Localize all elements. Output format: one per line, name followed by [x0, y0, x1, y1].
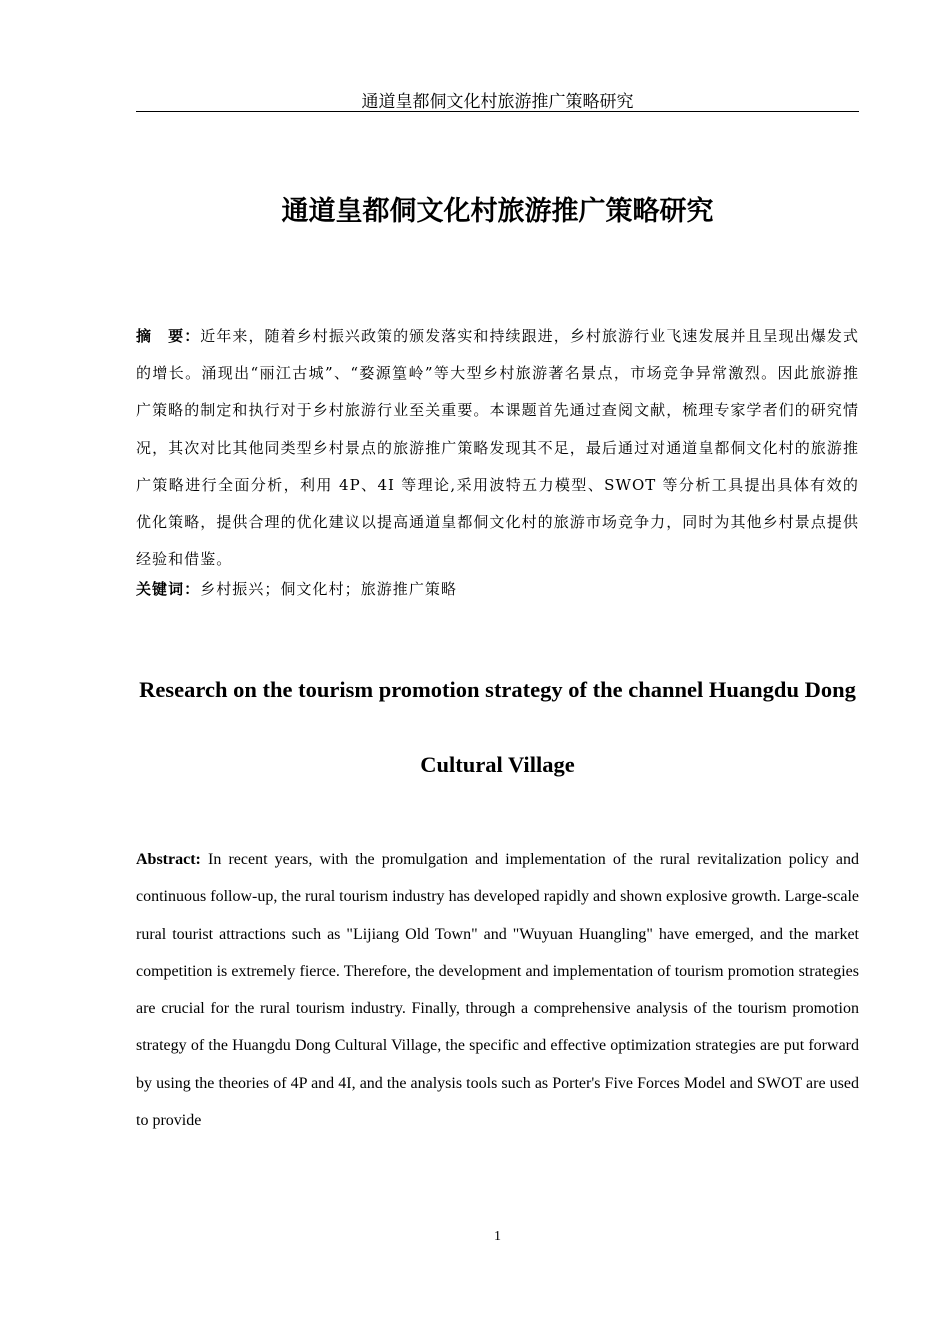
english-title: Research on the tourism promotion strategy of the channel Huangdu Dong Cultural Village [139, 677, 856, 777]
chinese-abstract [136, 318, 859, 578]
page-number: 1 [494, 1229, 501, 1244]
chinese-keywords-text: 乡村振兴；侗文化村；旅游推广策略 [200, 580, 458, 598]
chinese-title: 通道皇都侗文化村旅游推广策略研究 [281, 196, 714, 227]
header-rule [136, 111, 859, 112]
english-abstract [136, 841, 859, 1139]
chinese-abstract-text: 近年来，随着乡村振兴政策的颁发落实和持续跟进，乡村旅游行业飞速发展并且呈现出爆发式的增长。涌现出“丽江古城”、“婺源篁岭”等大型乡村旅游著名景点，市场竞争异常激烈。因此旅游推广策略的制定和执行对于乡村旅游行业至关重要。本课题首先通过查阅文献，梳理专家学者们的研究情况，其次对比其他同类型乡村景点的旅游推广策略发现其不足，最后通过对通道皇都侗文化村的旅游推广策略进行全面分析，利用 4P、4I 等理论,采用波特五力模型、SWOT 等分析工具提出具体有效的优化策略，提供合理的优化建议以提高通道皇都侗文化村的旅游市场竞争力，同时为其他乡村景点提供经验和借鉴。 [136, 327, 860, 569]
english-abstract-text: In recent years, with the promulgation and implementation of the rural revitalization policy and continuous follow-up, the rural tourism industry has developed rapidly and shown explosive growth. Large-scale rural tourist attractions such as "Lijiang Old Town" and "Wuyuan Huangling" have emerged, and the market competition is extremely fierce. Therefore, the development and implementation of tourism promotion strategies are crucial for the rural tourism industry. Finally, through a comprehensive analysis of the tourism promotion strategy of the Huangdu Dong Cultural Village, the specific and effective optimization strategies are put forward by using the theories of 4P and 4I, and the analysis tools such as Porter's Five Forces Model and SWOT are used to provide [136, 851, 859, 1130]
chinese-keywords-label: 关键词： [136, 580, 201, 598]
chinese-keywords [136, 575, 859, 603]
english-abstract-label: Abstract: [136, 851, 201, 868]
chinese-abstract-label: 摘 要： [136, 327, 201, 345]
running-header: 通道皇都侗文化村旅游推广策略研究 [361, 92, 634, 112]
